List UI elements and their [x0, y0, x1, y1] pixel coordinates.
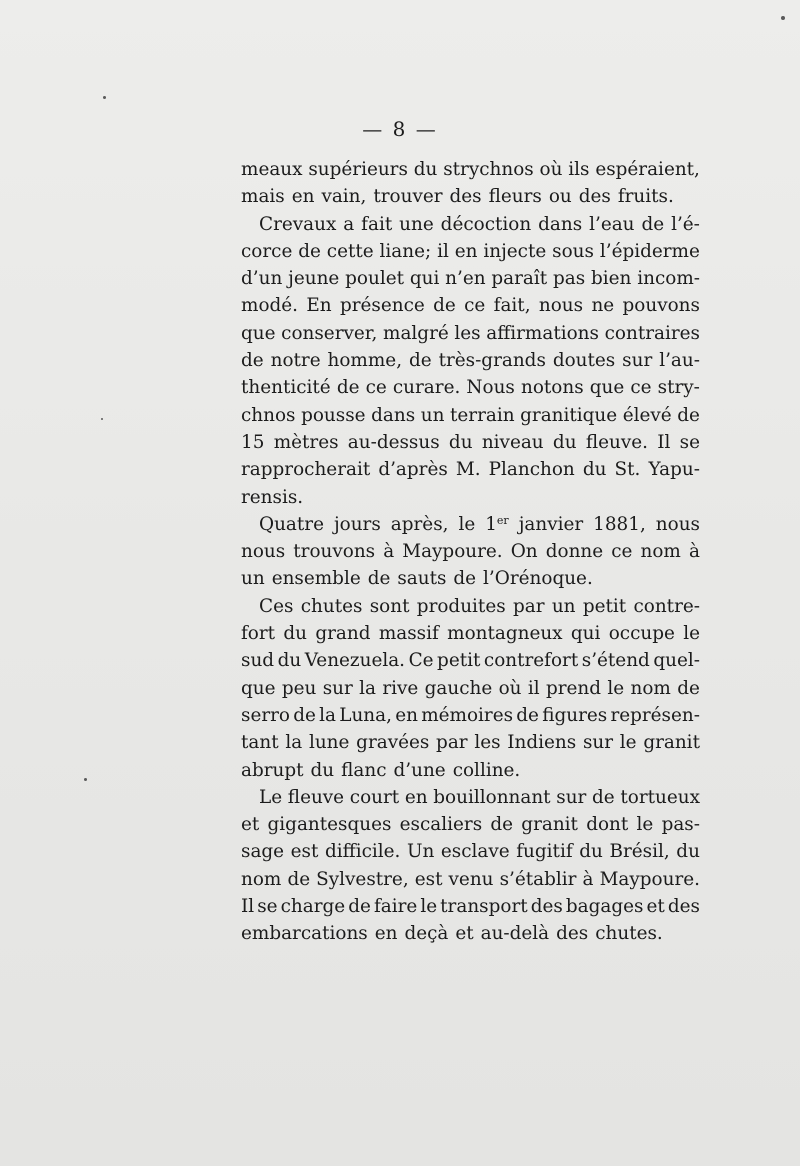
word: d’un — [241, 268, 283, 290]
word: chutes — [300, 595, 363, 617]
word: Yapu- — [648, 459, 700, 481]
text-line — [241, 156, 700, 183]
word: ce — [365, 377, 387, 399]
word: court — [349, 786, 400, 808]
text-line — [241, 429, 700, 456]
ink-speck — [103, 96, 106, 99]
word: il — [437, 240, 449, 262]
word: Quatre — [259, 513, 324, 535]
text-line — [241, 265, 700, 292]
word: Ces — [259, 595, 294, 617]
word: la — [319, 704, 336, 726]
word: de — [367, 568, 391, 590]
word: notre — [270, 350, 321, 372]
word: Nous — [466, 377, 515, 399]
word: Luna, — [339, 704, 392, 726]
word: a — [343, 213, 355, 235]
word: en — [404, 786, 428, 808]
word: s’établir — [499, 868, 577, 890]
word: et — [455, 923, 474, 945]
word: conserver, — [281, 322, 378, 344]
word: St. — [614, 459, 641, 481]
word: trouvons — [293, 541, 376, 563]
word: fleuve. — [585, 431, 648, 453]
word: de — [677, 677, 700, 699]
word: cette — [326, 240, 374, 262]
word: à — [383, 541, 395, 563]
word: en — [374, 923, 398, 945]
text-line — [241, 784, 700, 811]
word: peu — [281, 677, 317, 699]
word: qui — [409, 268, 440, 290]
word: pousse — [301, 404, 366, 426]
text-line — [241, 402, 700, 429]
word: prend — [545, 677, 602, 699]
word: un — [241, 568, 265, 590]
word: mémoires — [421, 704, 514, 726]
word: jours — [333, 513, 381, 535]
word: granit — [643, 732, 700, 754]
word: contraires — [604, 322, 700, 344]
word: flanc — [341, 759, 387, 781]
word: nom — [241, 868, 282, 890]
word: de — [241, 350, 264, 372]
word: 15 — [241, 431, 265, 453]
word: que — [589, 377, 625, 399]
text-line — [241, 920, 700, 947]
word: sud — [241, 650, 275, 672]
word: charge — [280, 896, 346, 918]
word: l’Orénoque. — [483, 568, 593, 590]
word: Maypoure. — [402, 541, 503, 563]
word: présence — [339, 295, 425, 317]
word: de — [348, 896, 371, 918]
word: produites — [416, 595, 506, 617]
word: Il — [657, 431, 671, 453]
word: de — [592, 786, 615, 808]
word: le — [607, 677, 625, 699]
word: Venezuela. — [304, 650, 406, 672]
word: transport — [440, 896, 528, 918]
word: ensemble — [271, 568, 361, 590]
word: fait, — [493, 295, 531, 317]
word: ou — [548, 186, 572, 208]
word: par — [512, 595, 545, 617]
word: malgré — [383, 322, 449, 344]
word: 1881, — [593, 513, 646, 535]
word: affirmations — [486, 322, 599, 344]
word: sous — [552, 240, 594, 262]
word: de — [516, 704, 539, 726]
word: une — [399, 213, 434, 235]
word: supérieurs — [308, 159, 408, 180]
word: rensis. — [241, 486, 304, 508]
word: sur — [582, 732, 614, 754]
ink-speck — [101, 418, 103, 420]
word: il — [527, 677, 540, 699]
word: poulet — [345, 268, 404, 290]
text-line — [241, 484, 700, 511]
word: injecte — [483, 240, 547, 262]
word: chnos — [241, 404, 296, 426]
word: stry- — [657, 377, 700, 399]
word: du — [676, 841, 700, 863]
text-line — [241, 620, 700, 647]
word: l’eau — [589, 213, 635, 235]
text-line — [241, 538, 700, 565]
word: de — [336, 377, 360, 399]
word: fleurs — [488, 186, 542, 208]
text-line — [241, 238, 700, 265]
word: figures — [542, 704, 608, 726]
word: incom- — [637, 268, 700, 290]
word: montagneux — [447, 623, 563, 645]
word: du — [448, 431, 473, 453]
word: strychnos — [443, 159, 534, 180]
word: l’épiderme — [599, 240, 700, 262]
word: d’une — [393, 759, 446, 781]
word: sur — [556, 786, 587, 808]
word: nous — [538, 295, 584, 317]
word: ce — [611, 541, 633, 563]
text-line — [241, 292, 700, 319]
word: pas — [553, 268, 586, 290]
text-line — [241, 757, 700, 784]
word: ce — [630, 377, 652, 399]
word: du — [552, 431, 577, 453]
word: ne — [591, 295, 615, 317]
word: des — [530, 896, 563, 918]
word: gigantesques — [267, 814, 392, 836]
word: donne — [545, 541, 604, 563]
word: l’au- — [659, 350, 700, 372]
word: des — [667, 896, 700, 918]
word: ce — [464, 295, 486, 317]
word: nous — [241, 541, 286, 563]
word: décoction — [440, 213, 532, 235]
word: en — [291, 186, 315, 208]
word: nom — [630, 677, 671, 699]
word: de — [490, 814, 514, 836]
word: homme, — [327, 350, 403, 372]
word: doutes — [552, 350, 616, 372]
text-line — [241, 347, 700, 374]
word: esclave — [440, 841, 510, 863]
word: ils — [568, 159, 590, 180]
word: mètres — [273, 431, 339, 453]
word: janvier — [518, 513, 584, 535]
word: des — [578, 186, 611, 208]
page-number: — 8 — — [362, 117, 438, 141]
word: bouillonnant — [433, 786, 551, 808]
word: thenticité — [241, 377, 331, 399]
word: n’en — [445, 268, 486, 290]
word: gauche — [424, 677, 493, 699]
text-line — [241, 893, 700, 920]
word: un — [420, 404, 445, 426]
word: terrain — [450, 404, 515, 426]
word: très-grands — [438, 350, 546, 372]
word: contrefort — [483, 650, 579, 672]
word: que — [241, 677, 276, 699]
word: Le — [259, 786, 283, 808]
ink-speck — [84, 778, 87, 781]
word: fort — [241, 623, 276, 645]
word: le — [458, 513, 476, 535]
word: petit — [437, 650, 481, 672]
word: vain, — [321, 186, 367, 208]
word: après, — [390, 513, 449, 535]
word: qui — [570, 623, 601, 645]
word: Il — [241, 896, 255, 918]
word: venu — [448, 868, 494, 890]
word: escaliers — [399, 814, 483, 836]
word: Planchon — [488, 459, 575, 481]
word: niveau — [481, 431, 544, 453]
word: où — [539, 159, 563, 180]
word: colline. — [452, 759, 521, 781]
word: les — [474, 732, 501, 754]
word: embarcations — [241, 923, 368, 945]
word: serro — [241, 704, 290, 726]
word: du — [579, 841, 603, 863]
word: le — [683, 623, 700, 645]
word: sur — [322, 677, 353, 699]
word: contre- — [633, 595, 700, 617]
text-line — [241, 183, 700, 210]
word: du — [283, 623, 308, 645]
word: sur — [622, 350, 653, 372]
word: granitique — [520, 404, 618, 426]
word: d’après — [378, 459, 448, 481]
word: dans — [538, 213, 583, 235]
word: de — [677, 404, 700, 426]
word: M. — [455, 459, 481, 481]
word: bien — [591, 268, 632, 290]
word: au-dessus — [347, 431, 440, 453]
word: curare. — [392, 377, 461, 399]
word: pas- — [661, 814, 700, 836]
word: la — [359, 677, 376, 699]
word: par — [436, 732, 468, 754]
word: On — [510, 541, 538, 563]
word: chutes. — [595, 923, 663, 945]
word: de — [433, 295, 456, 317]
word: quel- — [653, 650, 700, 672]
word: en — [395, 704, 418, 726]
word: au-delà — [480, 923, 550, 945]
word: où — [498, 677, 522, 699]
word: Un — [406, 841, 435, 863]
word: faire — [373, 896, 418, 918]
text-line — [241, 647, 700, 674]
word: Sylvestre, — [316, 868, 409, 890]
word: fleuve — [287, 786, 345, 808]
word: rapprocherait — [241, 459, 371, 481]
word: des — [449, 186, 482, 208]
word: Ce — [408, 650, 434, 672]
text-line — [241, 838, 700, 865]
word: difficile. — [324, 841, 401, 863]
word: massif — [378, 623, 439, 645]
word: le — [420, 896, 438, 918]
word: nous — [655, 513, 700, 535]
word: de — [287, 868, 311, 890]
word: espéraient, — [595, 159, 700, 180]
word: se — [257, 896, 278, 918]
word: les — [454, 322, 481, 344]
word: paraît — [491, 268, 548, 290]
word: dans — [371, 404, 416, 426]
word: nom — [640, 541, 681, 563]
word: s’étend — [581, 650, 650, 672]
word: abrupt — [241, 759, 304, 781]
word: fait — [361, 213, 393, 235]
word: est — [290, 841, 319, 863]
word: et — [646, 896, 665, 918]
word: du — [310, 759, 335, 781]
word: petit — [582, 595, 627, 617]
text-line — [241, 511, 700, 538]
word: dont — [586, 814, 629, 836]
word: élevé — [622, 404, 672, 426]
word: fugitif — [516, 841, 573, 863]
word: Brésil, — [609, 841, 670, 863]
word: granit — [521, 814, 578, 836]
word: à — [582, 868, 594, 890]
word: des — [556, 923, 589, 945]
text-line — [241, 565, 700, 592]
word: jeune — [288, 268, 340, 290]
word: tortueux — [620, 786, 700, 808]
text-line — [241, 211, 700, 238]
word: modé. — [241, 295, 299, 317]
word: le — [619, 732, 637, 754]
word: le — [636, 814, 654, 836]
word: de — [641, 213, 665, 235]
word: occupe — [608, 623, 675, 645]
word: mais — [241, 186, 285, 208]
word: meaux — [241, 159, 303, 180]
word: du — [582, 459, 607, 481]
word: que — [241, 322, 276, 344]
word: Indiens — [507, 732, 577, 754]
word: trouver — [373, 186, 443, 208]
word: rive — [382, 677, 419, 699]
word: à — [688, 541, 700, 563]
text-line — [241, 811, 700, 838]
word: et — [241, 814, 260, 836]
word: En — [306, 295, 332, 317]
word: de — [298, 240, 321, 262]
superscript: er — [496, 513, 509, 527]
word: Maypoure. — [599, 868, 700, 890]
word: notons — [520, 377, 584, 399]
word: tant — [241, 732, 279, 754]
text-line — [241, 702, 700, 729]
ink-speck — [781, 16, 785, 20]
text-line — [241, 374, 700, 401]
word: lune — [308, 732, 350, 754]
word: pouvons — [622, 295, 700, 317]
word: bagages — [565, 896, 644, 918]
word: la — [285, 732, 303, 754]
text-line — [241, 866, 700, 893]
text-line — [241, 675, 700, 702]
word: de — [293, 704, 316, 726]
text-line — [241, 320, 700, 347]
word: liane; — [379, 240, 432, 262]
word: est — [414, 868, 443, 890]
word: se — [679, 431, 700, 453]
word: fruits. — [617, 186, 674, 208]
word: un — [551, 595, 576, 617]
word: du — [277, 650, 302, 672]
word: en — [454, 240, 478, 262]
word: 1er — [485, 513, 509, 535]
word: deçà — [404, 923, 449, 945]
word: de — [408, 350, 432, 372]
word: sont — [369, 595, 410, 617]
word: représen- — [610, 704, 700, 726]
word: sauts — [397, 568, 447, 590]
text-line — [241, 729, 700, 756]
word: l’é- — [671, 213, 700, 235]
word: sage — [241, 841, 285, 863]
word: grand — [315, 623, 371, 645]
body-text — [241, 156, 700, 948]
word: gravées — [356, 732, 430, 754]
text-line — [241, 456, 700, 483]
word: du — [413, 159, 438, 180]
text-line — [241, 593, 700, 620]
word: corce — [241, 240, 293, 262]
word: Crevaux — [259, 213, 337, 235]
word: de — [453, 568, 477, 590]
